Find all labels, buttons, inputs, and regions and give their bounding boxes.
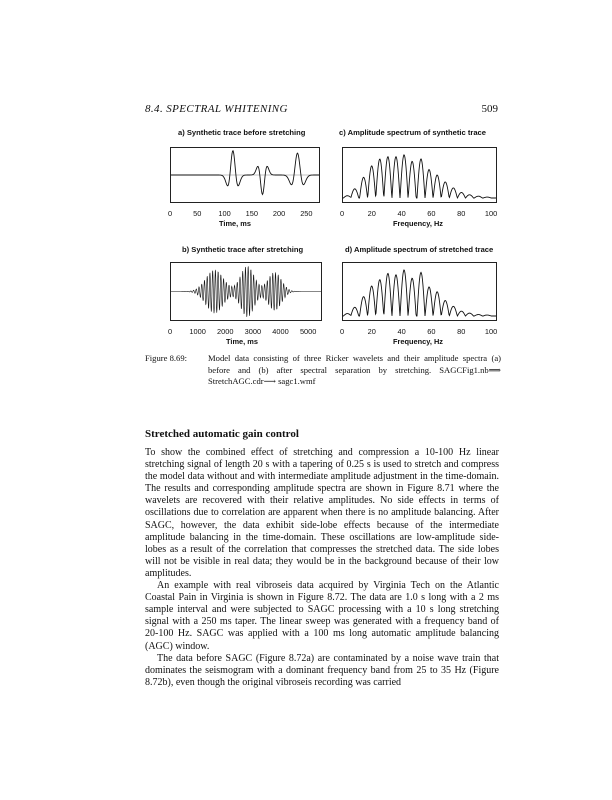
x-tick-label: 2000 (217, 327, 234, 336)
panel-b-title: b) Synthetic trace after stretching (182, 245, 304, 254)
x-tick-label: 60 (427, 209, 436, 218)
x-tick-label: 0 (167, 209, 173, 218)
panel-d-plot (342, 262, 497, 321)
body-text (145, 447, 499, 689)
figure-caption-text: Model data consisting of three Ricker wavelets and their amplitude spectra (a) before and (b) after spectral separation by stretching. SAGCFig1.nb⟹ StretchAGC.cdr⟶ sagc1.wmf (208, 353, 501, 386)
x-tick-label: 40 (397, 209, 406, 218)
panel-c-xlabel: Frequency, Hz (393, 219, 443, 228)
x-tick-label: 0 (339, 327, 345, 336)
chart-svg (171, 263, 321, 320)
figure-caption-label: Figure 8.69: (145, 353, 188, 363)
panel-d-title: d) Amplitude spectrum of stretched trace (345, 245, 494, 254)
spectrum-line (343, 270, 496, 316)
panel-c-title: c) Amplitude spectrum of synthetic trace (339, 128, 486, 137)
panel-b-xlabel: Time, ms (226, 337, 258, 346)
chart-svg (343, 148, 496, 202)
panel-a-plot (170, 147, 320, 203)
x-tick-label: 200 (272, 209, 286, 218)
x-tick-label: 100 (484, 327, 498, 336)
panel-a-xlabel: Time, ms (219, 219, 251, 228)
stretched-trace-line (171, 266, 321, 316)
x-tick-label: 20 (367, 327, 376, 336)
panel-c-plot (342, 147, 497, 203)
section-heading: Stretched automatic gain control (145, 428, 299, 440)
x-tick-label: 100 (218, 209, 231, 218)
x-tick-label: 80 (457, 209, 466, 218)
x-tick-label: 40 (397, 327, 406, 336)
page-number: 509 (481, 103, 498, 115)
paragraph-3: The data before SAGC (Figure 8.72a) are contaminated by a noise wave train that dominates the seismogram with a dominant frequency band from 25 to 35 Hz (Figure 8.72b), even though the original vibroseis recording was carried (145, 652, 499, 688)
x-tick-label: 20 (367, 209, 376, 218)
x-tick-label: 50 (193, 209, 202, 218)
x-tick-label: 4000 (272, 327, 289, 336)
panel-a-title: a) Synthetic trace before stretching (178, 128, 306, 137)
x-tick-label: 0 (167, 327, 173, 336)
x-tick-label: 3000 (244, 327, 262, 336)
section-title: 8.4. SPECTRAL WHITENING (145, 103, 288, 115)
running-head (145, 103, 498, 119)
spectrum-line (343, 155, 496, 198)
panel-d-xlabel: Frequency, Hz (393, 337, 443, 346)
x-tick-label: 100 (484, 209, 498, 218)
x-tick-label: 1000 (189, 327, 206, 336)
trace-line (171, 151, 319, 195)
chart-svg (343, 263, 496, 320)
paragraph-1: To show the combined effect of stretching and compression a 10-100 Hz linear stretching signal of length 20 s with a tapering of 0.25 s is used to stretch and compress the model data without and with intermediate amplitude adjustment in the time-domain. The results and corresponding amplitude spectra are shown in Figure 8.71 where the wavelets are recovered with their relative amplitudes. No side effects in terms of oscillations due to correlation are apparent when there is no amplitude balancing. After SAGC, however, the data exhibit side-lobe effects because of the intermediate amplitude balancing in the time-domain. These oscillations are low-amplitude side-lobes as a result of the correlation that compresses the stretched data. The side lobes will not be visible in real data; they would be in the background because of their low amplitudes. (145, 447, 499, 579)
x-tick-label: 80 (457, 327, 466, 336)
panel-b-plot (170, 262, 322, 321)
x-tick-label: 0 (339, 209, 345, 218)
paragraph-2: An example with real vibroseis data acquired by Virginia Tech on the Atlantic Coastal Pain in Virginia is shown in Figure 8.72. The data are 1.0 s long with a 2 ms sample interval and were subjected to SAGC processing with a 10 s long stretching signal with a 250 ms taper. The linear sweep was generated with a frequency band of 20-100 Hz. SAGC was applied with a 100 ms long automatic amplitude balancing (AGC) window. (145, 580, 499, 652)
chart-svg (171, 148, 319, 202)
x-tick-label: 250 (300, 209, 313, 218)
x-tick-label: 150 (245, 209, 258, 218)
x-tick-label: 5000 (299, 327, 317, 336)
x-tick-label: 60 (427, 327, 436, 336)
